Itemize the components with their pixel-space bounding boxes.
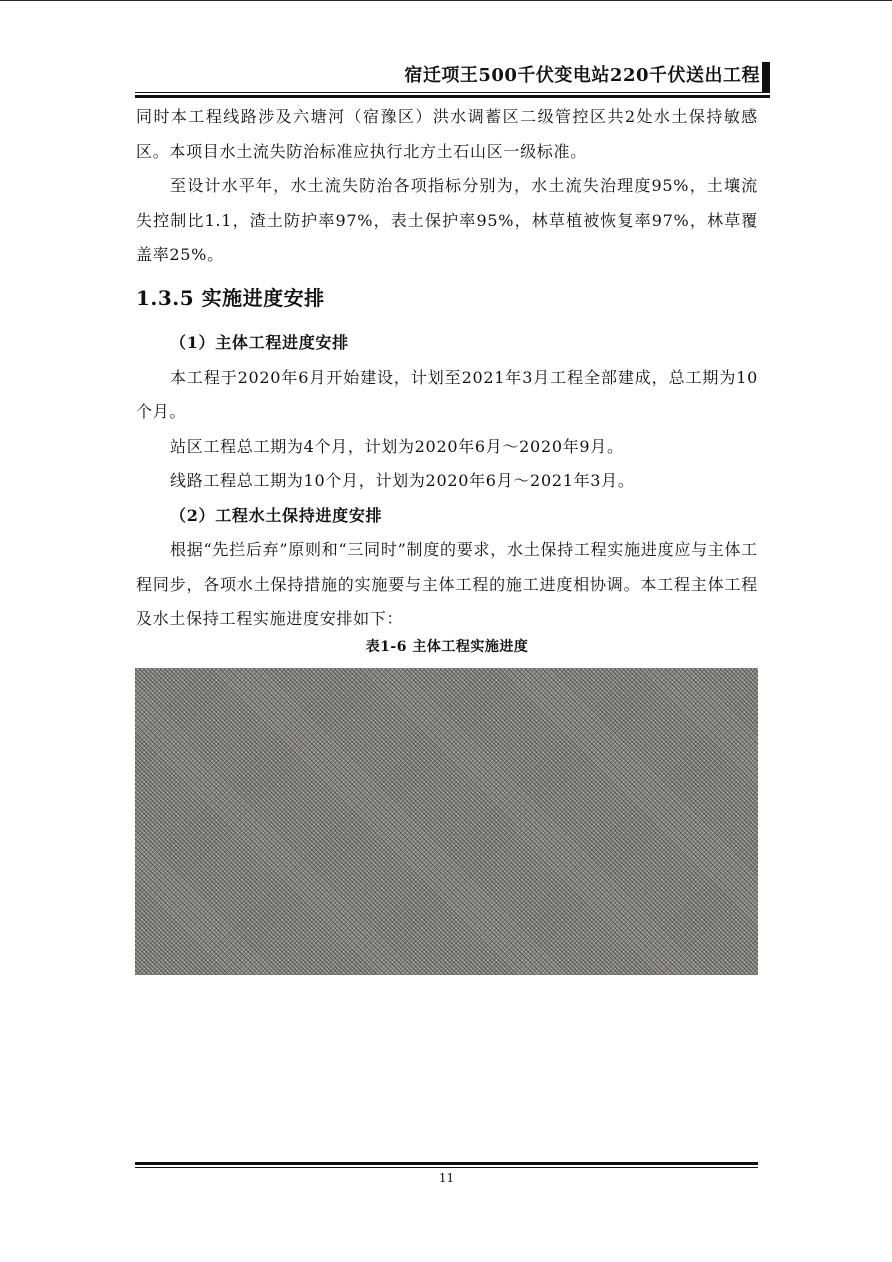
paragraph-prevention-targets: 至设计水平年，水土流失防治各项指标分别为，水土流失治理度95%，土壤流失控制比1.1，渣土防护率97%，表土保护率95%，林草植被恢复率97%，林草覆盖率25%。 <box>136 176 758 264</box>
footer-rule-thin <box>135 1167 758 1168</box>
paragraph-station-schedule: 站区工程总工期为4个月，计划为2020年6月～2020年9月。 <box>170 436 624 456</box>
paragraph-line-schedule: 线路工程总工期为10个月，计划为2020年6月～2021年3月。 <box>170 471 635 490</box>
body-text-schedule <box>136 326 758 637</box>
subheading-main-works: （1）主体工程进度安排 <box>170 333 349 352</box>
page-number: 11 <box>438 1171 455 1185</box>
header-rule-thick <box>135 95 770 98</box>
table-caption: 表1-6 主体工程实施进度 <box>365 639 529 655</box>
footer-rule-thick <box>135 1162 758 1165</box>
paragraph-sensitive-areas: 同时本工程线路涉及六塘河（宿豫区）洪水调蓄区二级管控区共2处水土保持敏感区。本项目水土流失防治标准应执行北方土石山区一级标准。 <box>136 107 758 161</box>
header-accent-bar <box>762 62 770 92</box>
section-heading: 1.3.5 实施进度安排 <box>136 286 325 310</box>
subheading-soil-conservation: （2）工程水土保持进度安排 <box>170 505 383 525</box>
running-header-title: 宿迁项王500千伏变电站220千伏送出工程 <box>404 65 760 86</box>
paragraph-overall-schedule: 本工程于2020年6月开始建设，计划至2021年3月工程全部建成，总工期为10个月。 <box>136 367 758 421</box>
paragraph-sync-requirement: 根据“先拦后弃”原则和“三同时”制度的要求，水土保持工程实施进度应与主体工程同步，各项水土保持措施的实施要与主体工程的施工进度相协调。本工程主体工程及水土保持工程实施进度安排如下： <box>136 540 758 628</box>
body-text-top <box>136 100 758 273</box>
header-rule-thin <box>135 92 770 93</box>
top-border-line <box>0 0 892 1</box>
schedule-table-image <box>135 668 758 975</box>
